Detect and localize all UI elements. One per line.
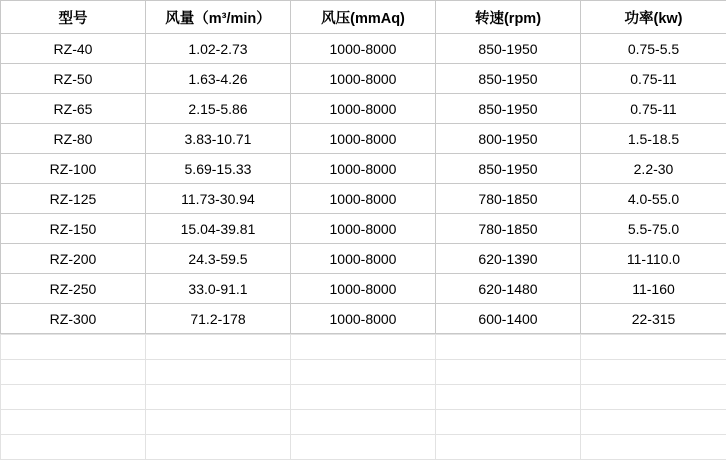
cell-power: 0.75-5.5 bbox=[581, 34, 726, 64]
empty-cell bbox=[146, 360, 291, 385]
empty-cell bbox=[581, 360, 726, 385]
cell-pressure: 1000-8000 bbox=[291, 64, 436, 94]
empty-cell bbox=[436, 360, 581, 385]
empty-cell bbox=[291, 360, 436, 385]
cell-power: 22-315 bbox=[581, 304, 726, 334]
cell-airflow: 5.69-15.33 bbox=[146, 154, 291, 184]
empty-row bbox=[1, 385, 726, 410]
cell-speed: 850-1950 bbox=[436, 34, 581, 64]
cell-power: 2.2-30 bbox=[581, 154, 726, 184]
empty-cell bbox=[581, 335, 726, 360]
table-row bbox=[1, 304, 726, 334]
table-row bbox=[1, 154, 726, 184]
cell-model: RZ-125 bbox=[1, 184, 146, 214]
cell-pressure: 1000-8000 bbox=[291, 274, 436, 304]
cell-pressure: 1000-8000 bbox=[291, 304, 436, 334]
empty-cell bbox=[291, 435, 436, 460]
cell-power: 1.5-18.5 bbox=[581, 124, 726, 154]
cell-model: RZ-250 bbox=[1, 274, 146, 304]
column-header-model: 型号 bbox=[1, 1, 146, 34]
cell-pressure: 1000-8000 bbox=[291, 244, 436, 274]
empty-cell bbox=[1, 410, 146, 435]
cell-pressure: 1000-8000 bbox=[291, 214, 436, 244]
column-header-airflow: 风量（m³/min） bbox=[146, 1, 291, 34]
cell-model: RZ-300 bbox=[1, 304, 146, 334]
empty-cell bbox=[436, 435, 581, 460]
cell-pressure: 1000-8000 bbox=[291, 124, 436, 154]
cell-pressure: 1000-8000 bbox=[291, 94, 436, 124]
empty-cell bbox=[436, 410, 581, 435]
cell-airflow: 15.04-39.81 bbox=[146, 214, 291, 244]
cell-airflow: 71.2-178 bbox=[146, 304, 291, 334]
cell-model: RZ-50 bbox=[1, 64, 146, 94]
cell-model: RZ-200 bbox=[1, 244, 146, 274]
table-header-row bbox=[1, 1, 726, 34]
cell-speed: 620-1390 bbox=[436, 244, 581, 274]
table-body bbox=[1, 34, 726, 334]
cell-airflow: 3.83-10.71 bbox=[146, 124, 291, 154]
empty-cell bbox=[581, 410, 726, 435]
cell-speed: 850-1950 bbox=[436, 94, 581, 124]
cell-model: RZ-80 bbox=[1, 124, 146, 154]
cell-speed: 800-1950 bbox=[436, 124, 581, 154]
cell-speed: 600-1400 bbox=[436, 304, 581, 334]
cell-speed: 620-1480 bbox=[436, 274, 581, 304]
table-row bbox=[1, 94, 726, 124]
cell-model: RZ-100 bbox=[1, 154, 146, 184]
cell-power: 0.75-11 bbox=[581, 64, 726, 94]
empty-cell bbox=[146, 335, 291, 360]
empty-cell bbox=[436, 335, 581, 360]
column-header-power: 功率(kw) bbox=[581, 1, 726, 34]
cell-power: 0.75-11 bbox=[581, 94, 726, 124]
cell-airflow: 1.63-4.26 bbox=[146, 64, 291, 94]
cell-airflow: 24.3-59.5 bbox=[146, 244, 291, 274]
cell-speed: 850-1950 bbox=[436, 64, 581, 94]
cell-airflow: 2.15-5.86 bbox=[146, 94, 291, 124]
empty-cell bbox=[581, 435, 726, 460]
empty-cell bbox=[436, 385, 581, 410]
empty-cell bbox=[1, 435, 146, 460]
table-row bbox=[1, 274, 726, 304]
table-row bbox=[1, 214, 726, 244]
cell-power: 11-160 bbox=[581, 274, 726, 304]
empty-cell bbox=[146, 385, 291, 410]
cell-airflow: 11.73-30.94 bbox=[146, 184, 291, 214]
empty-cell bbox=[1, 335, 146, 360]
cell-airflow: 1.02-2.73 bbox=[146, 34, 291, 64]
empty-row bbox=[1, 360, 726, 385]
cell-model: RZ-150 bbox=[1, 214, 146, 244]
empty-cell bbox=[291, 385, 436, 410]
cell-speed: 780-1850 bbox=[436, 214, 581, 244]
empty-row bbox=[1, 410, 726, 435]
empty-cell bbox=[1, 385, 146, 410]
empty-cell bbox=[291, 410, 436, 435]
cell-power: 4.0-55.0 bbox=[581, 184, 726, 214]
cell-model: RZ-65 bbox=[1, 94, 146, 124]
cell-speed: 850-1950 bbox=[436, 154, 581, 184]
empty-rows-body bbox=[1, 335, 726, 460]
cell-pressure: 1000-8000 bbox=[291, 154, 436, 184]
empty-rows-grid bbox=[0, 334, 726, 460]
empty-row bbox=[1, 335, 726, 360]
table-row bbox=[1, 64, 726, 94]
empty-cell bbox=[1, 360, 146, 385]
cell-airflow: 33.0-91.1 bbox=[146, 274, 291, 304]
cell-power: 11-110.0 bbox=[581, 244, 726, 274]
empty-cell bbox=[146, 410, 291, 435]
cell-pressure: 1000-8000 bbox=[291, 34, 436, 64]
cell-power: 5.5-75.0 bbox=[581, 214, 726, 244]
empty-cell bbox=[581, 385, 726, 410]
empty-row bbox=[1, 435, 726, 460]
table-row bbox=[1, 124, 726, 154]
cell-pressure: 1000-8000 bbox=[291, 184, 436, 214]
table-row bbox=[1, 34, 726, 64]
cell-model: RZ-40 bbox=[1, 34, 146, 64]
empty-cell bbox=[291, 335, 436, 360]
empty-cell bbox=[146, 435, 291, 460]
table-row bbox=[1, 244, 726, 274]
column-header-pressure: 风压(mmAq) bbox=[291, 1, 436, 34]
column-header-speed: 转速(rpm) bbox=[436, 1, 581, 34]
table-row bbox=[1, 184, 726, 214]
cell-speed: 780-1850 bbox=[436, 184, 581, 214]
